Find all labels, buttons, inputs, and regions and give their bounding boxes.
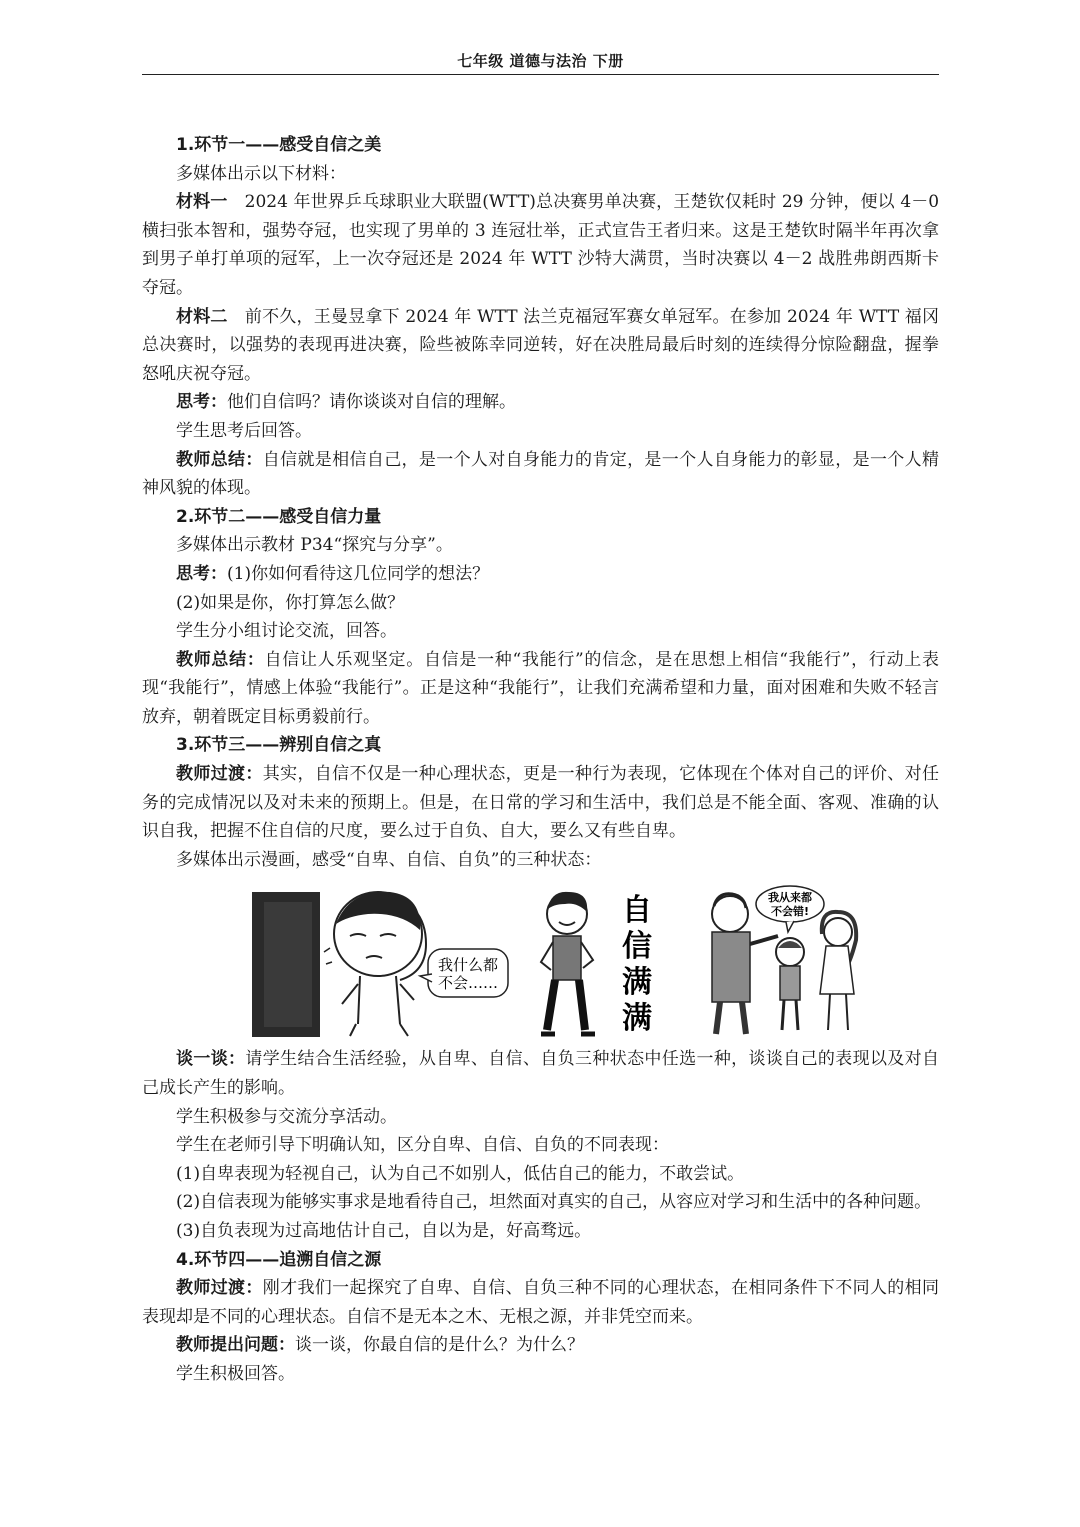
question-text: 谈一谈，你最自信的是什么？为什么？ [295, 1335, 584, 1356]
vertical-char-3: 满 [622, 965, 652, 1001]
list-item: (3)自负表现为过高地估计自己，自以为是，好高骛远。 [176, 1221, 592, 1241]
material-2-text: 前不久，王曼昱拿下 2024 年 WTT 法兰克福冠军赛女单冠军。在参加 2024 年 WTT 福冈总决赛时，以强势的表现再进决赛，险些被陈幸同逆转，好在决胜局最后时刻的连续得分惊险翻盘，握拳怒吼庆祝夺冠。 [142, 306, 939, 384]
section-3-guide: 学生在老师引导下明确认知，区分自卑、自信、自负的不同表现： [176, 1135, 669, 1156]
section-1-think [142, 388, 939, 417]
vertical-char-4: 满 [622, 1001, 652, 1037]
section-3-talk [142, 1045, 939, 1102]
section-4-answer: 学生积极回答。 [176, 1363, 295, 1384]
think-label: 思考： [176, 563, 227, 584]
summary-label: 教师总结： [176, 649, 265, 670]
summary-label: 教师总结： [176, 449, 263, 470]
section-2-answer: 学生分小组讨论交流，回答。 [176, 621, 397, 642]
section-2-think [142, 560, 939, 589]
bubble-3-line-1: 我从来都 [768, 891, 812, 905]
section-3-transition [142, 760, 939, 846]
comic-inferior-figure [250, 884, 510, 1039]
page-header: 七年级 道德与法治 下册 [457, 52, 624, 70]
talk-text: 请学生结合生活经验，从自卑、自信、自负三种状态中任选一种，谈谈自己的表现以及对自己成长产生的影响。 [142, 1049, 940, 1099]
section-4-transition [142, 1274, 939, 1331]
list-item: (2)自信表现为能够实事求是地看待自己，坦然面对真实的自己，从容应对学习和生活中的各种问题。 [176, 1192, 932, 1213]
comic-illustration [142, 884, 939, 1039]
section-4-question [142, 1331, 939, 1360]
material-1-text: 2024 年世界乒乓球职业大联盟(WTT)总决赛男单决赛，王楚钦仅耗时 29 分钟，便以 4－0 横扫张本智和，强势夺冠，也实现了男单的 3 连冠壮举，正式宣告王者归来。这是王楚钦时隔半年再次拿到男子单打单项的冠军，上一次夺冠还是 2024 年 WTT 沙特大满贯，当时决赛以 4－2 战胜弗朗西斯卡夺冠。 [142, 192, 940, 298]
think-label: 思考： [176, 392, 227, 413]
comic-confident-figure [537, 884, 667, 1039]
vertical-char-1: 自 [622, 893, 652, 929]
material-2 [142, 303, 939, 389]
material-1 [142, 188, 939, 302]
transition-label: 教师过渡： [176, 764, 263, 785]
question-label: 教师提出问题： [176, 1335, 295, 1356]
think-text: (1)你如何看待这几位同学的想法？ [227, 563, 490, 584]
header-divider [142, 74, 939, 75]
vertical-char-2: 信 [622, 929, 652, 965]
section-3-activity: 学生积极参与交流分享活动。 [176, 1106, 397, 1127]
bubble-1-line-1: 我什么都 [437, 956, 499, 975]
think-text: 他们自信吗？请你谈谈对自信的理解。 [227, 392, 516, 413]
section-3-title: 3.环节三——辨别自信之真 [176, 735, 382, 756]
section-1-intro: 多媒体出示以下材料： [176, 163, 346, 184]
list-item: (1)自卑表现为轻视自己，认为自己不如别人，低估自己的能力，不敢尝试。 [176, 1163, 745, 1184]
transition-text: 其实，自信不仅是一种心理状态，更是一种行为表现，它体现在个体对自己的评价、对任务的完成情况以及对未来的预期上。但是，在日常的学习和生活中，我们总是不能全面、客观、准确的认识自我，把握不住自信的尺度，要么过于自负、自大，要么又有些自卑。 [142, 764, 940, 842]
section-2-think-2: (2)如果是你，你打算怎么做？ [176, 592, 405, 613]
section-2-title: 2.环节二——感受自信力量 [176, 506, 382, 527]
bubble-3-line-2: 不会错! [770, 905, 810, 919]
section-1-title: 1.环节一——感受自信之美 [176, 135, 382, 155]
bubble-1-line-2: 不会…… [437, 974, 499, 993]
section-3-intro: 多媒体出示漫画，感受“自卑、自信、自负”的三种状态： [176, 849, 602, 870]
summary-text: 自信让人乐观坚定。自信是一种“我能行”的信念，是在思想上相信“我能行”，行动上表现“我能行”，情感上体验“我能行”。正是这种“我能行”，让我们充满希望和力量，面对困难和失败不轻言放弃，朝着既定目标勇毅前行。 [142, 649, 940, 727]
summary-text: 自信就是相信自己，是一个人对自身能力的肯定，是一个人自身能力的彰显，是一个人精神风貌的体现。 [142, 449, 940, 499]
document-body [142, 131, 939, 1389]
transition-text: 刚才我们一起探究了自卑、自信、自负三种不同的心理状态，在相同条件下不同人的相同表现却是不同的心理状态。自信不是无本之木、无根之源，并非凭空而来。 [142, 1278, 940, 1327]
section-2-summary [142, 646, 939, 732]
material-2-label: 材料二 [176, 306, 228, 327]
section-1-answer: 学生思考后回答。 [176, 420, 312, 441]
material-1-label: 材料一 [176, 192, 228, 213]
talk-label: 谈一谈： [176, 1049, 246, 1070]
section-4-title: 4.环节四——追溯自信之源 [176, 1249, 382, 1270]
transition-label: 教师过渡： [176, 1278, 263, 1299]
section-2-intro: 多媒体出示教材 P34“探究与分享”。 [176, 535, 453, 556]
section-1-summary [142, 446, 939, 503]
comic-arrogant-figures [702, 884, 872, 1039]
